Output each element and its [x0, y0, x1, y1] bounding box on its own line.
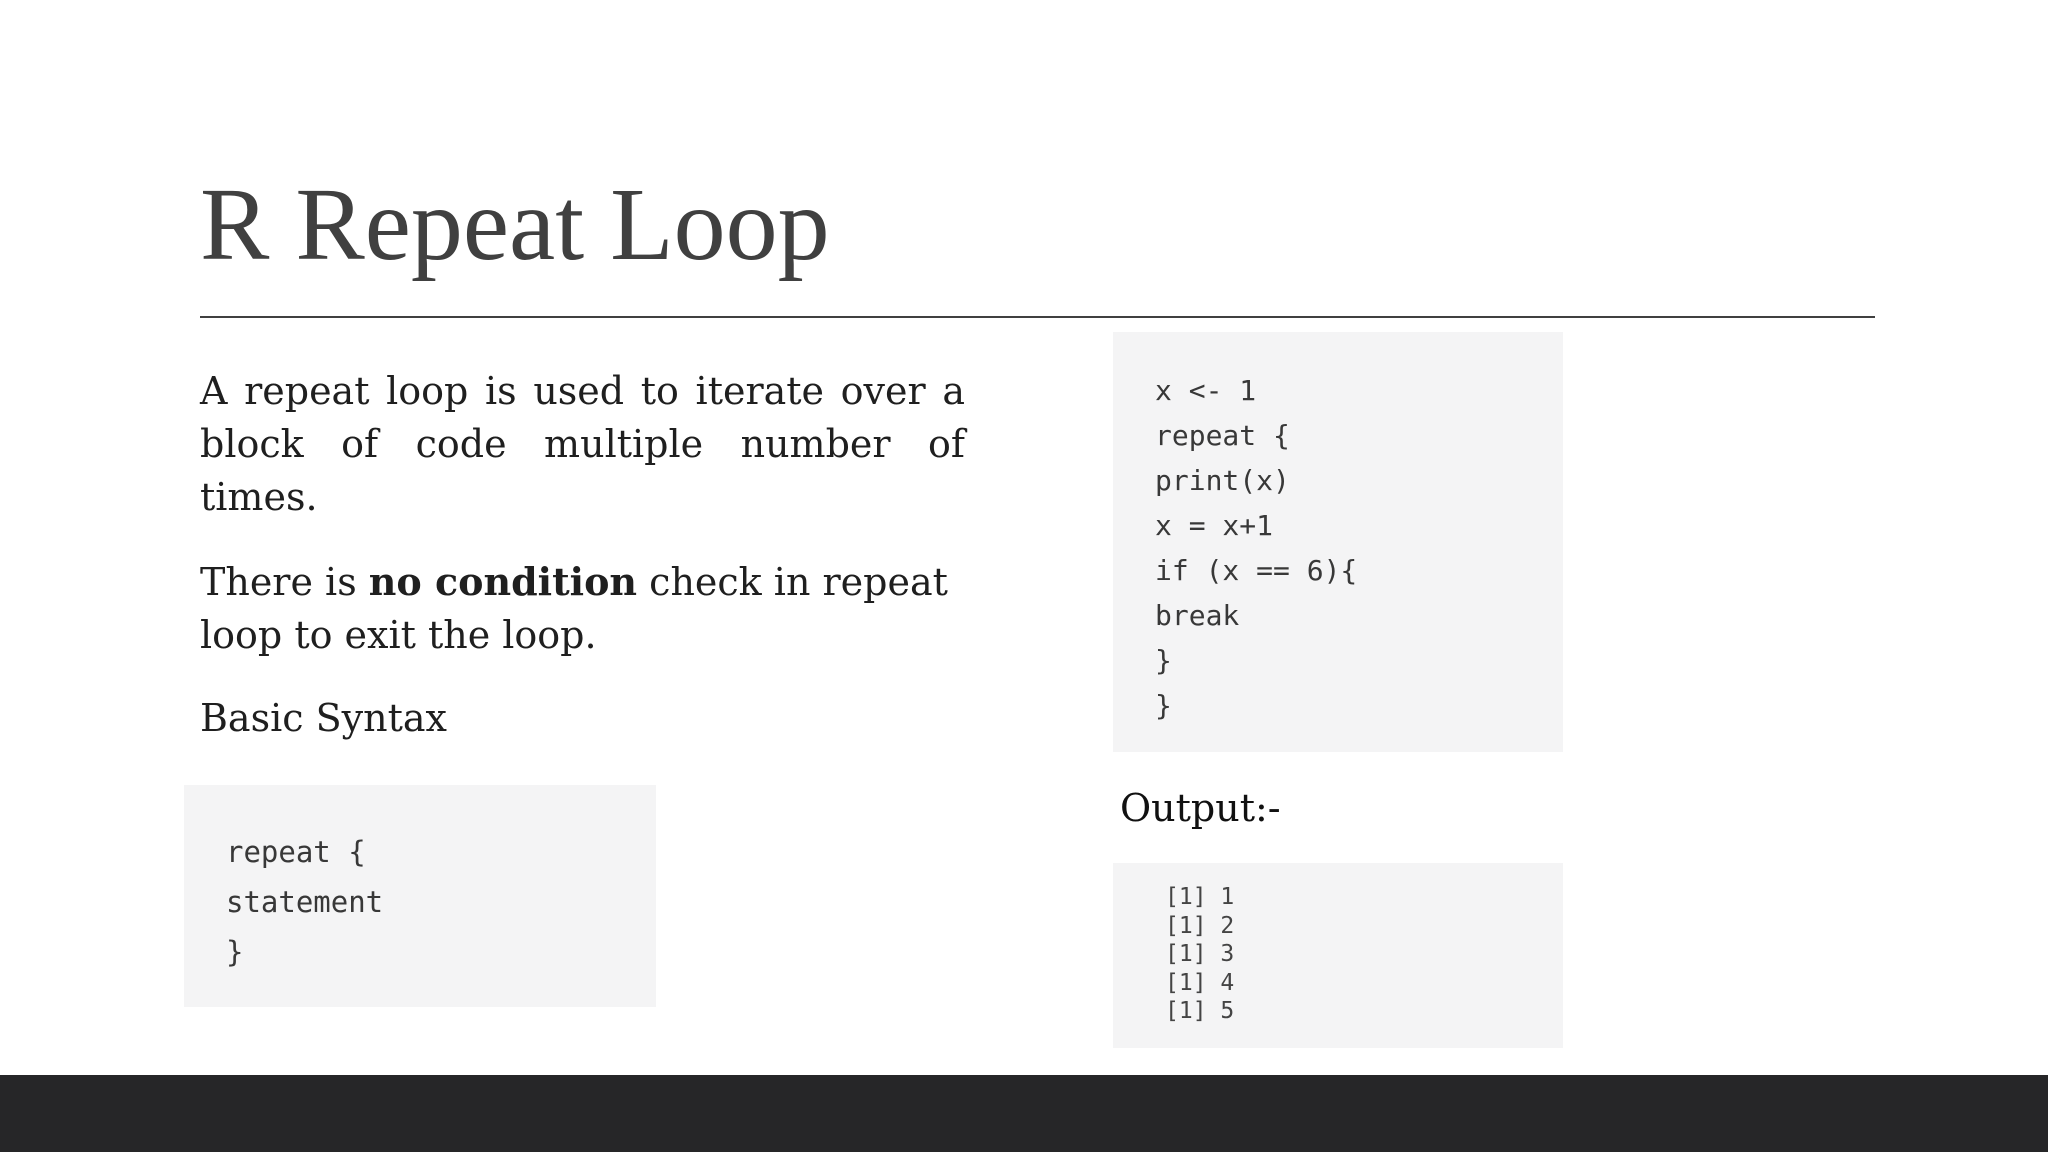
- code-line: break: [1155, 599, 1240, 632]
- syntax-code-block: [184, 785, 656, 1007]
- code-line: }: [1155, 644, 1172, 677]
- code-line: if (x == 6){: [1155, 554, 1358, 587]
- code-line: x = x+1: [1155, 509, 1274, 542]
- output-line: [1] 3: [1165, 941, 1235, 968]
- condition-paragraph: [200, 555, 965, 662]
- output-block: [1113, 863, 1563, 1048]
- code-line: }: [1155, 689, 1172, 722]
- code-line: repeat {: [226, 835, 366, 869]
- code-line: }: [226, 935, 244, 969]
- condition-bold-text: no condition: [368, 559, 638, 604]
- code-line: repeat {: [1155, 419, 1290, 452]
- output-label: Output:-: [1120, 786, 1281, 830]
- footer-bar: [0, 1075, 2048, 1152]
- output-line: [1] 2: [1165, 912, 1235, 939]
- output-line: [1] 5: [1165, 998, 1235, 1025]
- condition-suffix: check in repeat loop to exit the loop.: [200, 560, 948, 657]
- output-line: [1] 1: [1165, 884, 1235, 910]
- example-code-block: [1113, 332, 1563, 752]
- condition-prefix: There is: [200, 560, 369, 604]
- code-line: x <- 1: [1155, 374, 1257, 407]
- slide-title: R Repeat Loop: [200, 167, 830, 282]
- code-line: statement: [226, 885, 384, 919]
- code-line: print(x): [1155, 464, 1290, 497]
- title-divider: [200, 316, 1875, 318]
- syntax-heading: Basic Syntax: [200, 696, 447, 740]
- intro-paragraph: A repeat loop is used to iterate over a block of code multiple number of times.: [200, 369, 965, 519]
- output-line: [1] 4: [1165, 969, 1235, 996]
